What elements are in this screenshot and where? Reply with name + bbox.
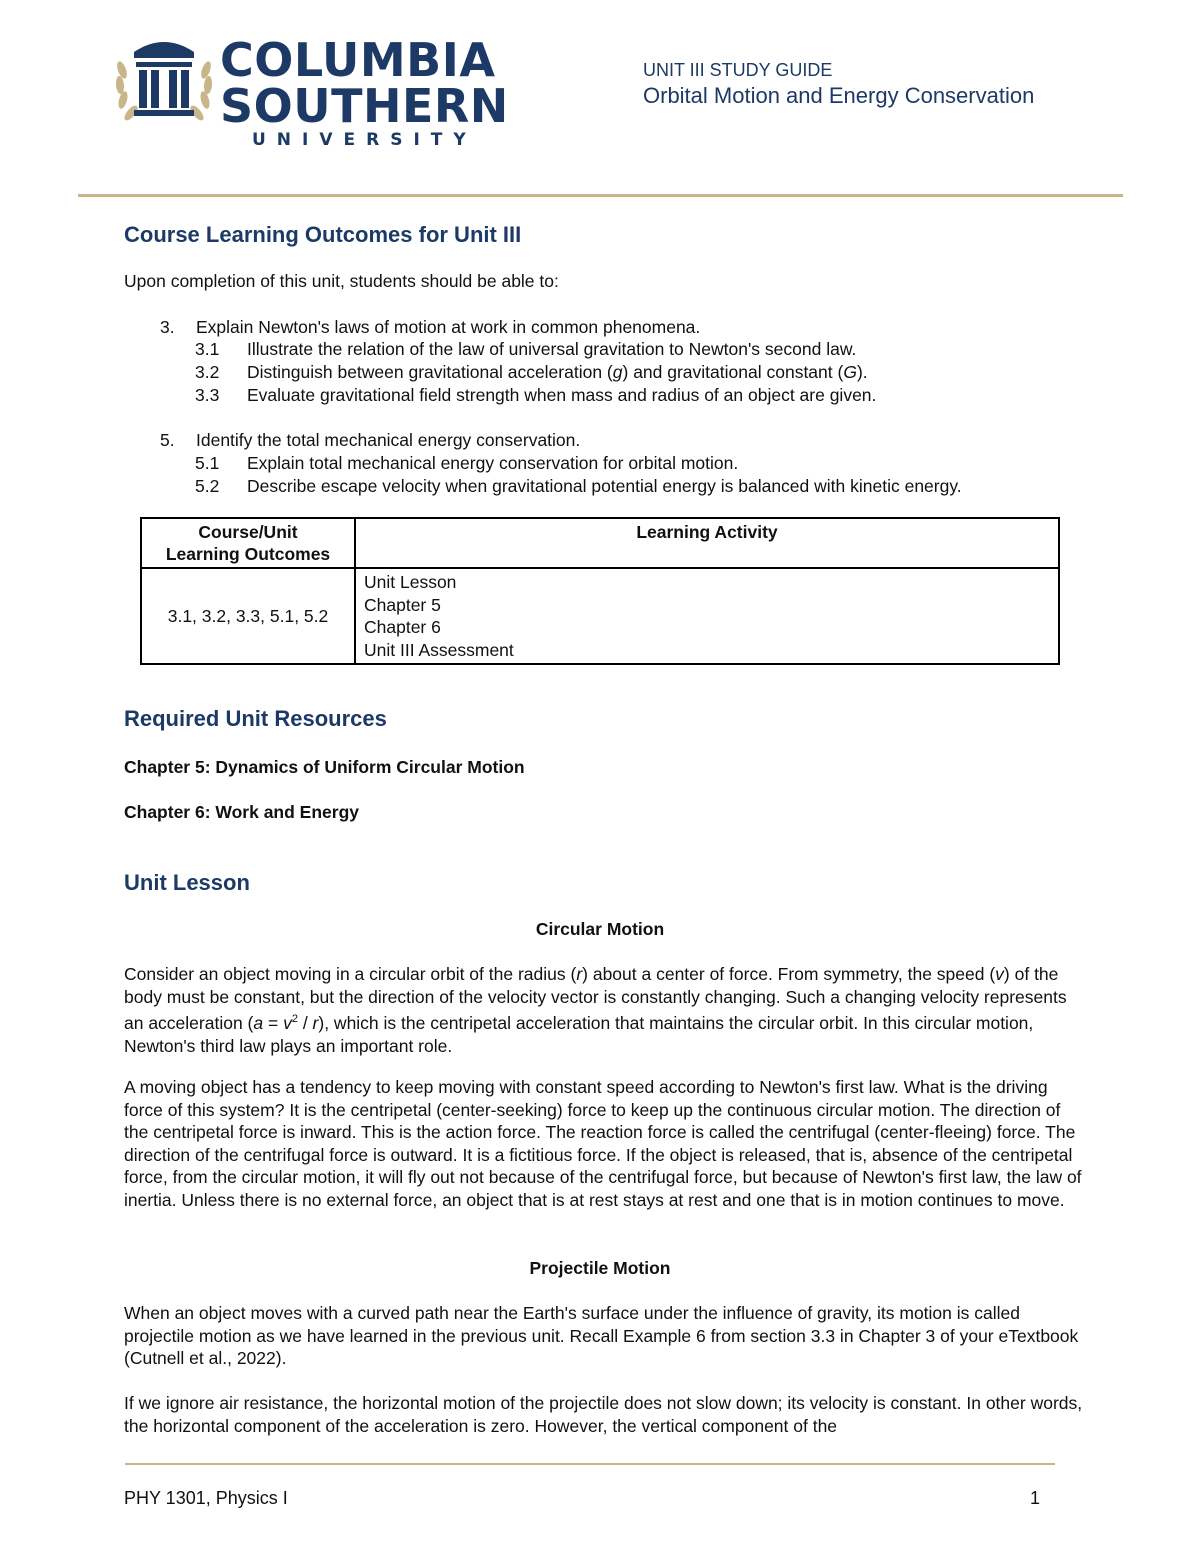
outcome-sub-3-3: 3.3 Evaluate gravitational field strength when mass and radius of an object are given. [195,385,877,405]
table-row [141,568,1059,664]
lesson-paragraph-4: If we ignore air resistance, the horizontal motion of the projectile does not slow down; its velocity is constant. In other words, the horizontal component of the acceleration is zero. However, the vertical component of the [124,1393,1083,1436]
table-header-activity: Learning Activity [355,518,1059,568]
outcome-text: Identify the total mechanical energy conservation. [196,430,581,450]
footer-course: PHY 1301, Physics I [124,1488,288,1508]
footer-page-number: 1 [1030,1488,1041,1508]
university-logo [112,30,509,155]
resource-chapter-5: Chapter 5: Dynamics of Uniform Circular Motion [124,757,525,777]
table-cell-activities [355,568,1059,664]
lesson-paragraph-1: Consider an object moving in a circular orbit of the radius (r) about a center of force. From symmetry, the speed (v) of the body must be constant, but the direction of the velocity vector is constantly changing. Such a changing velocity represents an acceleration $(a = v^2 / r)$, which is the centripetal acceleration that maintains the circular orbit. In this circular motion, Newton's third law plays an important role. [124,964,1067,1056]
study-guide-label: UNIT III STUDY GUIDE [643,60,833,80]
resources-heading: Required Unit Resources [124,706,387,731]
header-divider [78,194,1123,197]
document-title: Orbital Motion and Energy Conservation [643,83,1035,108]
table-header-outcomes: Course/Unit Learning Outcomes [141,518,355,568]
footer-divider [125,1463,1055,1465]
activity-item: Chapter 6 [364,617,441,638]
projectile-motion-heading: Projectile Motion [529,1258,671,1278]
logo-word-southern: SOUTHERN [220,79,509,133]
outcomes-heading: Course Learning Outcomes for Unit III [124,222,522,247]
table-cell-outcomes: 3.1, 3.2, 3.3, 5.1, 5.2 [141,568,355,664]
logo-word-university: UNIVERSITY [252,130,477,150]
lesson-paragraph-2: A moving object has a tendency to keep moving with constant speed according to Newton's first law. What is the driving force of this system? It is the centripetal (center-seeking) force to keep up the continuous circular motion. The direction of the centripetal force is inward. This is the action force. The reaction force is called the centrifugal (center-fleeing) force. The direction of the centrifugal force is outward. It is a fictitious force. If the object is released, that is, absence of the centripetal force, from the circular motion, it will fly out not because of the centrifugal force, but because of Newton's first law, the law of inertia. Unless there is no external force, an object that is at rest stays at rest and one that is in motion continues to move. [124,1077,1082,1210]
outcome-sub-5-2: 5.2 Describe escape velocity when gravitational potential energy is balanced with kinetic energy. [195,476,962,496]
logo-word-columbia: COLUMBIA [220,33,496,87]
outcomes-intro: Upon completion of this unit, students should be able to: [124,271,559,291]
outcome-sub-3-1: 3.1 Illustrate the relation of the law of universal gravitation to Newton's second law. [195,339,857,359]
outcome-sub-3-2: 3.2 Distinguish between gravitational acceleration (g) and gravitational constant (G). [195,362,868,382]
outcome-sub-5-1: 5.1 Explain total mechanical energy conservation for orbital motion. [195,453,739,473]
outcome-text: Explain Newton's laws of motion at work in common phenomena. [196,317,701,337]
outcome-number: 5. [160,430,175,450]
activity-item: Unit Lesson [364,572,457,592]
activity-item: Chapter 5 [364,594,441,615]
outcome-item-3 [160,316,700,338]
columns-laurel-icon [112,30,216,130]
table-header-row [141,518,1059,568]
activity-item: Unit III Assessment [364,639,514,660]
outcome-number: 3. [160,317,175,337]
lesson-heading: Unit Lesson [124,870,250,895]
lesson-paragraph-3: When an object moves with a curved path near the Earth's surface under the influence of gravity, its motion is called projectile motion as we have learned in the previous unit. Recall Example 6 from section 3.3 in Chapter 3 of your eTextbook (Cutnell et al., 2022). [124,1303,1079,1369]
outcome-item-5 [160,429,580,451]
resource-chapter-6: Chapter 6: Work and Energy [124,802,360,822]
circular-motion-heading: Circular Motion [535,919,665,939]
learning-activity-table [140,517,1060,665]
